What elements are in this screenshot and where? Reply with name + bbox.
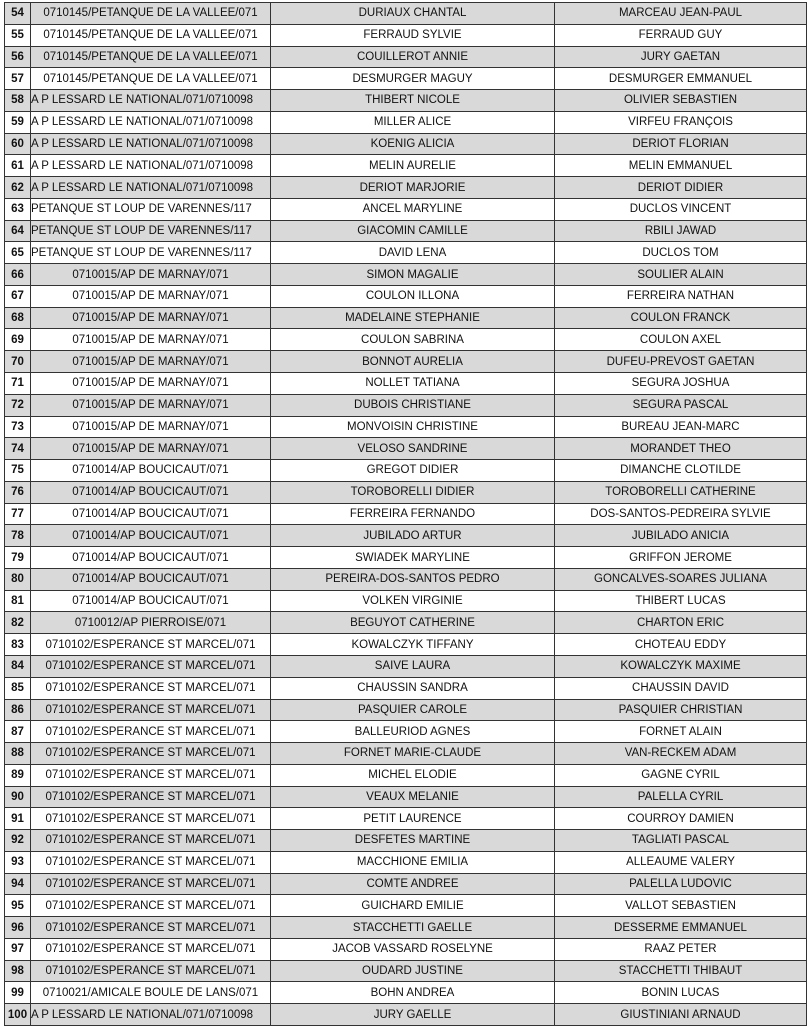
club-cell: [31, 264, 271, 286]
row-number: 62: [5, 177, 31, 199]
row-number: 58: [5, 90, 31, 112]
player-1: PASQUIER CAROLE: [271, 699, 555, 721]
club-name: 0710102/ESPERANCE ST MARCEL/071: [45, 921, 256, 934]
club-cell: [31, 90, 271, 112]
player-2: CHOTEAU EDDY: [555, 634, 807, 656]
player-2: ALLEAUME VALERY: [555, 851, 807, 873]
table-row: [5, 634, 807, 656]
player-1: MACCHIONE EMILIA: [271, 851, 555, 873]
club-cell: [31, 590, 271, 612]
row-number: 65: [5, 242, 31, 264]
club-name: 0710102/ESPERANCE ST MARCEL/071: [45, 660, 256, 673]
player-2: PALELLA CYRIL: [555, 786, 807, 808]
player-1: JUBILADO ARTUR: [271, 525, 555, 547]
player-2: JUBILADO ANICIA: [555, 525, 807, 547]
row-number: 77: [5, 503, 31, 525]
player-2: FORNET ALAIN: [555, 721, 807, 743]
player-1: MADELAINE STEPHANIE: [271, 307, 555, 329]
club-cell: [31, 938, 271, 960]
player-1: JURY GAELLE: [271, 1004, 555, 1026]
table-row: [5, 612, 807, 634]
club-cell: [31, 568, 271, 590]
row-number: 79: [5, 547, 31, 569]
player-1: OUDARD JUSTINE: [271, 960, 555, 982]
club-cell: [31, 699, 271, 721]
player-1: MONVOISIN CHRISTINE: [271, 416, 555, 438]
player-1: ANCEL MARYLINE: [271, 198, 555, 220]
club-name: 0710102/ESPERANCE ST MARCEL/071: [45, 899, 256, 912]
player-1: STACCHETTI GAELLE: [271, 917, 555, 939]
player-1: VOLKEN VIRGINIE: [271, 590, 555, 612]
player-1: GUICHARD EMILIE: [271, 895, 555, 917]
table-row: [5, 220, 807, 242]
club-name: 0710098/A P LESSARD LE NATIONAL/071: [31, 1008, 254, 1021]
club-cell: [31, 721, 271, 743]
row-number: 60: [5, 133, 31, 155]
player-1: CHAUSSIN SANDRA: [271, 677, 555, 699]
player-2: DIMANCHE CLOTILDE: [555, 460, 807, 482]
club-name: 0710102/ESPERANCE ST MARCEL/071: [45, 856, 256, 869]
player-1: BEGUYOT CATHERINE: [271, 612, 555, 634]
club-cell: [31, 525, 271, 547]
player-1: MELIN AURELIE: [271, 155, 555, 177]
club-cell: [31, 786, 271, 808]
row-number: 54: [5, 3, 31, 25]
club-cell: [31, 46, 271, 68]
player-2: DERIOT FLORIAN: [555, 133, 807, 155]
club-name: 0710102/ESPERANCE ST MARCEL/071: [45, 747, 256, 760]
player-1: GIACOMIN CAMILLE: [271, 220, 555, 242]
row-number: 80: [5, 568, 31, 590]
club-cell: [31, 655, 271, 677]
club-cell: [31, 547, 271, 569]
row-number: 69: [5, 329, 31, 351]
player-2: SOULIER ALAIN: [555, 264, 807, 286]
table-row: [5, 416, 807, 438]
club-name: 0710015/AP DE MARNAY/071: [72, 333, 229, 346]
table-row: [5, 460, 807, 482]
row-number: 73: [5, 416, 31, 438]
row-number: 93: [5, 851, 31, 873]
club-name: 0710015/AP DE MARNAY/071: [72, 442, 229, 455]
player-2: MELIN EMMANUEL: [555, 155, 807, 177]
club-cell: [31, 329, 271, 351]
club-name: 0710014/AP BOUCICAUT/071: [72, 573, 229, 586]
club-cell: [31, 503, 271, 525]
player-2: DUCLOS TOM: [555, 242, 807, 264]
row-number: 100: [5, 1004, 31, 1026]
player-1: MICHEL ELODIE: [271, 764, 555, 786]
player-1: SAIVE LAURA: [271, 655, 555, 677]
row-number: 97: [5, 938, 31, 960]
player-2: FERREIRA NATHAN: [555, 285, 807, 307]
club-name: 0710145/PETANQUE DE LA VALLEE/071: [43, 29, 258, 42]
club-name: 0710102/ESPERANCE ST MARCEL/071: [45, 725, 256, 738]
player-1: FERRAUD SYLVIE: [271, 24, 555, 46]
table-row: [5, 895, 807, 917]
club-cell: [31, 438, 271, 460]
club-name: 0710014/AP BOUCICAUT/071: [72, 507, 229, 520]
table-row: [5, 329, 807, 351]
club-cell: [31, 460, 271, 482]
player-2: STACCHETTI THIBAUT: [555, 960, 807, 982]
player-2: KOWALCZYK MAXIME: [555, 655, 807, 677]
club-name: 0710102/ESPERANCE ST MARCEL/071: [45, 965, 256, 978]
table-row: [5, 764, 807, 786]
club-cell: [31, 960, 271, 982]
table-row: [5, 743, 807, 765]
player-1: VEAUX MELANIE: [271, 786, 555, 808]
row-number: 64: [5, 220, 31, 242]
club-cell: [31, 198, 271, 220]
row-number: 70: [5, 351, 31, 373]
player-1: VELOSO SANDRINE: [271, 438, 555, 460]
table-row: [5, 111, 807, 133]
table-row: [5, 873, 807, 895]
club-name: 0710102/ESPERANCE ST MARCEL/071: [45, 769, 256, 782]
row-number: 57: [5, 68, 31, 90]
table-row: [5, 155, 807, 177]
table-row: [5, 307, 807, 329]
club-name: 0710145/PETANQUE DE LA VALLEE/071: [43, 50, 258, 63]
club-name: 0710098/A P LESSARD LE NATIONAL/071: [31, 94, 254, 107]
player-2: DOS-SANTOS-PEDREIRA SYLVIE: [555, 503, 807, 525]
player-1: DESMURGER MAGUY: [271, 68, 555, 90]
club-cell: [31, 220, 271, 242]
club-name: 0710014/AP BOUCICAUT/071: [72, 529, 229, 542]
table-row: [5, 525, 807, 547]
player-2: BONIN LUCAS: [555, 982, 807, 1004]
club-name: 0710102/ESPERANCE ST MARCEL/071: [45, 812, 256, 825]
player-2: GONCALVES-SOARES JULIANA: [555, 568, 807, 590]
row-number: 61: [5, 155, 31, 177]
club-name: 0710015/AP DE MARNAY/071: [72, 268, 229, 281]
club-cell: [31, 764, 271, 786]
club-cell: [31, 873, 271, 895]
player-1: DERIOT MARJORIE: [271, 177, 555, 199]
club-name: 0710015/AP DE MARNAY/071: [72, 377, 229, 390]
table-row: [5, 438, 807, 460]
row-number: 66: [5, 264, 31, 286]
player-1: NOLLET TATIANA: [271, 373, 555, 395]
club-cell: [31, 177, 271, 199]
player-2: VAN-RECKEM ADAM: [555, 743, 807, 765]
row-number: 81: [5, 590, 31, 612]
row-number: 75: [5, 460, 31, 482]
table-row: [5, 568, 807, 590]
table-row: [5, 90, 807, 112]
row-number: 94: [5, 873, 31, 895]
player-2: JURY GAETAN: [555, 46, 807, 68]
club-name: 0710015/AP DE MARNAY/071: [72, 290, 229, 303]
player-2: COULON AXEL: [555, 329, 807, 351]
row-number: 92: [5, 830, 31, 852]
player-2: GRIFFON JEROME: [555, 547, 807, 569]
player-2: BUREAU JEAN-MARC: [555, 416, 807, 438]
player-1: MILLER ALICE: [271, 111, 555, 133]
club-cell: [31, 155, 271, 177]
row-number: 91: [5, 808, 31, 830]
club-name: 0710145/PETANQUE DE LA VALLEE/071: [43, 72, 258, 85]
club-name: 0710014/AP BOUCICAUT/071: [72, 595, 229, 608]
row-number: 96: [5, 917, 31, 939]
row-number: 67: [5, 285, 31, 307]
row-number: 68: [5, 307, 31, 329]
row-number: 84: [5, 655, 31, 677]
table-row: [5, 24, 807, 46]
table-row: [5, 982, 807, 1004]
player-1: FERREIRA FERNANDO: [271, 503, 555, 525]
table-row: [5, 830, 807, 852]
club-name: 0710015/AP DE MARNAY/071: [72, 355, 229, 368]
player-2: MORANDET THEO: [555, 438, 807, 460]
table-row: [5, 960, 807, 982]
player-1: COUILLEROT ANNIE: [271, 46, 555, 68]
table-row: [5, 285, 807, 307]
club-cell: [31, 917, 271, 939]
registration-table: [4, 2, 807, 1026]
club-name: 0710102/ESPERANCE ST MARCEL/071: [45, 638, 256, 651]
club-cell: [31, 242, 271, 264]
row-number: 74: [5, 438, 31, 460]
player-2: DESSERME EMMANUEL: [555, 917, 807, 939]
row-number: 59: [5, 111, 31, 133]
player-2: CHAUSSIN DAVID: [555, 677, 807, 699]
player-1: DAVID LENA: [271, 242, 555, 264]
row-number: 89: [5, 764, 31, 786]
player-1: BOHN ANDREA: [271, 982, 555, 1004]
row-number: 83: [5, 634, 31, 656]
player-2: OLIVIER SEBASTIEN: [555, 90, 807, 112]
club-name: 0710102/ESPERANCE ST MARCEL/071: [45, 943, 256, 956]
table-row: [5, 133, 807, 155]
club-cell: [31, 307, 271, 329]
player-2: COURROY DAMIEN: [555, 808, 807, 830]
player-2: MARCEAU JEAN-PAUL: [555, 3, 807, 25]
player-2: RBILI JAWAD: [555, 220, 807, 242]
club-name: 0710098/A P LESSARD LE NATIONAL/071: [31, 159, 254, 172]
row-number: 98: [5, 960, 31, 982]
table-row: [5, 851, 807, 873]
table-row: [5, 721, 807, 743]
table-row: [5, 808, 807, 830]
club-cell: [31, 133, 271, 155]
club-name: 0710014/AP BOUCICAUT/071: [72, 464, 229, 477]
player-2: SEGURA JOSHUA: [555, 373, 807, 395]
club-cell: [31, 24, 271, 46]
club-cell: [31, 481, 271, 503]
table-row: [5, 1004, 807, 1026]
player-2: GAGNE CYRIL: [555, 764, 807, 786]
player-1: JACOB VASSARD ROSELYNE: [271, 938, 555, 960]
player-1: BALLEURIOD AGNES: [271, 721, 555, 743]
player-1: COULON ILLONA: [271, 285, 555, 307]
table-row: [5, 655, 807, 677]
table-row: [5, 503, 807, 525]
club-cell: [31, 982, 271, 1004]
table-row: [5, 264, 807, 286]
player-2: VALLOT SEBASTIEN: [555, 895, 807, 917]
club-cell: [31, 895, 271, 917]
table-row: [5, 786, 807, 808]
club-name: 117/PETANQUE ST LOUP DE VARENNES: [31, 246, 252, 259]
table-row: [5, 3, 807, 25]
table-row: [5, 198, 807, 220]
table-row: [5, 547, 807, 569]
club-cell: [31, 808, 271, 830]
club-name: 117/PETANQUE ST LOUP DE VARENNES: [31, 203, 252, 216]
club-name: 0710145/PETANQUE DE LA VALLEE/071: [43, 7, 258, 20]
player-2: RAAZ PETER: [555, 938, 807, 960]
club-cell: [31, 394, 271, 416]
player-1: PEREIRA-DOS-SANTOS PEDRO: [271, 568, 555, 590]
player-2: FERRAUD GUY: [555, 24, 807, 46]
player-2: TOROBORELLI CATHERINE: [555, 481, 807, 503]
club-name: 0710021/AMICALE BOULE DE LANS/071: [42, 986, 259, 999]
table-row: [5, 373, 807, 395]
player-1: PETIT LAURENCE: [271, 808, 555, 830]
player-2: COULON FRANCK: [555, 307, 807, 329]
club-cell: [31, 830, 271, 852]
player-1: COMTE ANDREE: [271, 873, 555, 895]
player-1: KOWALCZYK TIFFANY: [271, 634, 555, 656]
table-row: [5, 177, 807, 199]
player-2: PALELLA LUDOVIC: [555, 873, 807, 895]
row-number: 82: [5, 612, 31, 634]
player-1: SIMON MAGALIE: [271, 264, 555, 286]
table-row: [5, 351, 807, 373]
club-name: 0710098/A P LESSARD LE NATIONAL/071: [31, 181, 254, 194]
row-number: 86: [5, 699, 31, 721]
player-2: VIRFEU FRANÇOIS: [555, 111, 807, 133]
club-name: 0710012/AP PIERROISE/071: [74, 616, 227, 629]
club-cell: [31, 612, 271, 634]
club-name: 0710014/AP BOUCICAUT/071: [72, 486, 229, 499]
table-row: [5, 917, 807, 939]
row-number: 55: [5, 24, 31, 46]
club-name: 117/PETANQUE ST LOUP DE VARENNES: [31, 225, 252, 238]
table-row: [5, 677, 807, 699]
club-cell: [31, 1004, 271, 1026]
row-number: 78: [5, 525, 31, 547]
player-2: DUFEU-PREVOST GAETAN: [555, 351, 807, 373]
player-1: THIBERT NICOLE: [271, 90, 555, 112]
table-row: [5, 394, 807, 416]
row-number: 56: [5, 46, 31, 68]
row-number: 76: [5, 481, 31, 503]
player-2: DUCLOS VINCENT: [555, 198, 807, 220]
row-number: 99: [5, 982, 31, 1004]
table-body: [5, 3, 807, 1026]
club-cell: [31, 111, 271, 133]
club-name: 0710102/ESPERANCE ST MARCEL/071: [45, 682, 256, 695]
player-1: TOROBORELLI DIDIER: [271, 481, 555, 503]
player-2: DESMURGER EMMANUEL: [555, 68, 807, 90]
player-1: DESFETES MARTINE: [271, 830, 555, 852]
club-name: 0710098/A P LESSARD LE NATIONAL/071: [31, 116, 254, 129]
player-1: SWIADEK MARYLINE: [271, 547, 555, 569]
club-name: 0710015/AP DE MARNAY/071: [72, 399, 229, 412]
player-2: DERIOT DIDIER: [555, 177, 807, 199]
player-2: CHARTON ERIC: [555, 612, 807, 634]
row-number: 71: [5, 373, 31, 395]
club-name: 0710015/AP DE MARNAY/071: [72, 312, 229, 325]
table-row: [5, 938, 807, 960]
club-cell: [31, 3, 271, 25]
player-2: GIUSTINIANI ARNAUD: [555, 1004, 807, 1026]
row-number: 87: [5, 721, 31, 743]
club-name: 0710102/ESPERANCE ST MARCEL/071: [45, 878, 256, 890]
table-row: [5, 699, 807, 721]
club-name: 0710015/AP DE MARNAY/071: [72, 420, 229, 433]
player-1: COULON SABRINA: [271, 329, 555, 351]
table-row: [5, 590, 807, 612]
club-cell: [31, 285, 271, 307]
player-1: DUBOIS CHRISTIANE: [271, 394, 555, 416]
player-1: BONNOT AURELIA: [271, 351, 555, 373]
row-number: 85: [5, 677, 31, 699]
club-cell: [31, 743, 271, 765]
player-2: TAGLIATI PASCAL: [555, 830, 807, 852]
row-number: 90: [5, 786, 31, 808]
club-cell: [31, 373, 271, 395]
club-name: 0710014/AP BOUCICAUT/071: [72, 551, 229, 564]
player-1: GREGOT DIDIER: [271, 460, 555, 482]
club-name: 0710102/ESPERANCE ST MARCEL/071: [45, 834, 256, 847]
row-number: 72: [5, 394, 31, 416]
club-cell: [31, 416, 271, 438]
row-number: 95: [5, 895, 31, 917]
club-name: 0710102/ESPERANCE ST MARCEL/071: [45, 790, 256, 803]
player-1: KOENIG ALICIA: [271, 133, 555, 155]
table-row: [5, 68, 807, 90]
table-row: [5, 46, 807, 68]
player-2: SEGURA PASCAL: [555, 394, 807, 416]
club-name: 0710098/A P LESSARD LE NATIONAL/071: [31, 137, 254, 150]
club-name: 0710102/ESPERANCE ST MARCEL/071: [45, 703, 256, 716]
table-row: [5, 242, 807, 264]
row-number: 88: [5, 743, 31, 765]
club-cell: [31, 68, 271, 90]
player-1: FORNET MARIE-CLAUDE: [271, 743, 555, 765]
player-2: THIBERT LUCAS: [555, 590, 807, 612]
player-1: DURIAUX CHANTAL: [271, 3, 555, 25]
table-row: [5, 481, 807, 503]
row-number: 63: [5, 198, 31, 220]
club-cell: [31, 677, 271, 699]
player-2: PASQUIER CHRISTIAN: [555, 699, 807, 721]
club-cell: [31, 351, 271, 373]
club-cell: [31, 634, 271, 656]
club-cell: [31, 851, 271, 873]
